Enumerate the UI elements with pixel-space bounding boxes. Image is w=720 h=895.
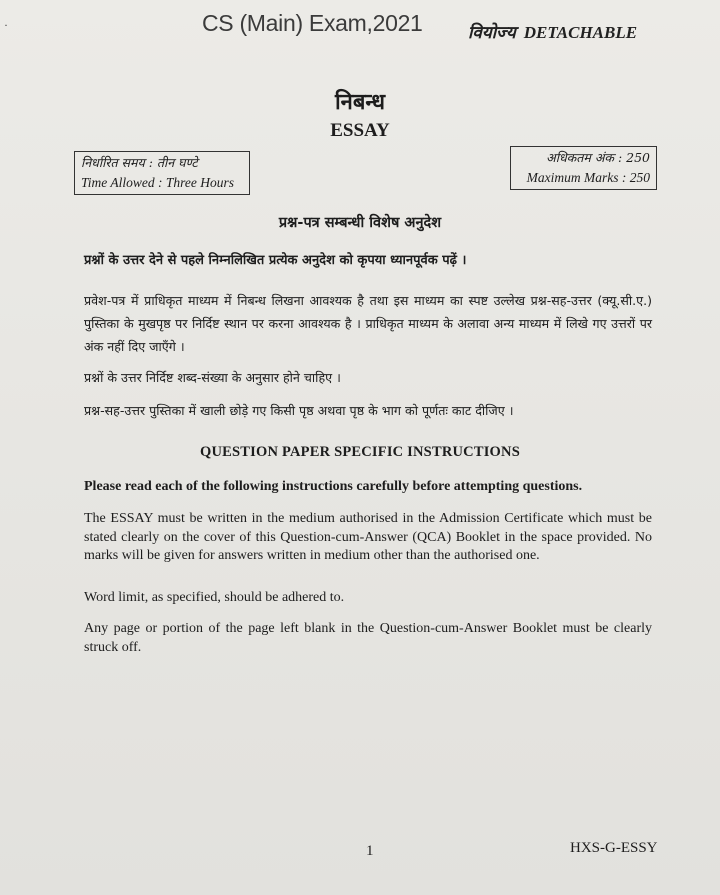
hindi-instruction-1: प्रवेश-पत्र में प्राधिकृत माध्यम में निबन्ध लिखना आवश्यक है तथा इस माध्यम का स्पष्ट उल्लेख प्रश्न-सह-उत्तर (क्यू.सी.ए.) पुस्तिका के मुखपृष्ठ पर निर्दिष्ट स्थान पर करना आवश्यक है । प्राधिकृत माध्यम के अलावा अन्य माध्यम में लिखे गए उत्तरों पर अंक नहीं दिए जाएँगे ।: [84, 293, 652, 354]
time-allowed-english: Time Allowed : Three Hours: [81, 175, 235, 190]
title-english: ESSAY: [330, 120, 390, 141]
page-number: 1: [366, 843, 374, 859]
time-allowed-hindi: निर्धारित समय : तीन घण्टे: [81, 155, 198, 170]
maximum-marks-english: Maximum Marks : 250: [526, 170, 650, 185]
exam-title: CS (Main) Exam,2021: [202, 10, 423, 36]
english-instructions-heading: QUESTION PAPER SPECIFIC INSTRUCTIONS: [200, 444, 520, 460]
hindi-instruction-2: प्रश्नों के उत्तर निर्दिष्ट शब्द-संख्या के अनुसार होने चाहिए ।: [84, 370, 341, 385]
english-intro: Please read each of the following instructions carefully before attempting questions.: [84, 479, 583, 494]
english-instruction-3: Any page or portion of the page left blank in the Question-cum-Answer Booklet must be clearly struck off.: [84, 621, 652, 655]
title-hindi: निबन्ध: [334, 90, 386, 115]
detachable-english: DETACHABLE: [523, 23, 638, 42]
english-instruction-1: The ESSAY must be written in the medium authorised in the Admission Certificate which must be stated clearly on the cover of this Question-cum-Answer (QCA) Booklet in the space provided. No marks will be given for answers written in medium other than the authorised one.: [84, 511, 652, 563]
english-instruction-2: Word limit, as specified, should be adhered to.: [84, 590, 345, 605]
margin-mark: ·: [4, 18, 8, 32]
maximum-marks-hindi: अधिकतम अंक : 250: [546, 150, 650, 165]
hindi-instructions-heading: प्रश्न-पत्र सम्बन्धी विशेष अनुदेश: [278, 215, 442, 231]
hindi-intro: प्रश्नों के उत्तर देने से पहले निम्नलिखित प्रत्येक अनुदेश को कृपया ध्यानपूर्वक पढ़ें ।: [84, 253, 467, 268]
maximum-marks-box: [510, 146, 657, 190]
paper-code: HXS-G-ESSY: [570, 840, 658, 856]
detachable-label: [468, 20, 637, 43]
detachable-hindi: वियोज्य: [468, 23, 516, 43]
time-allowed-box: [74, 151, 250, 195]
hindi-instruction-3: प्रश्न-सह-उत्तर पुस्तिका में खाली छोड़े गए किसी पृष्ठ अथवा पृष्ठ के भाग को पूर्णतः काट दीजिए ।: [84, 403, 514, 418]
